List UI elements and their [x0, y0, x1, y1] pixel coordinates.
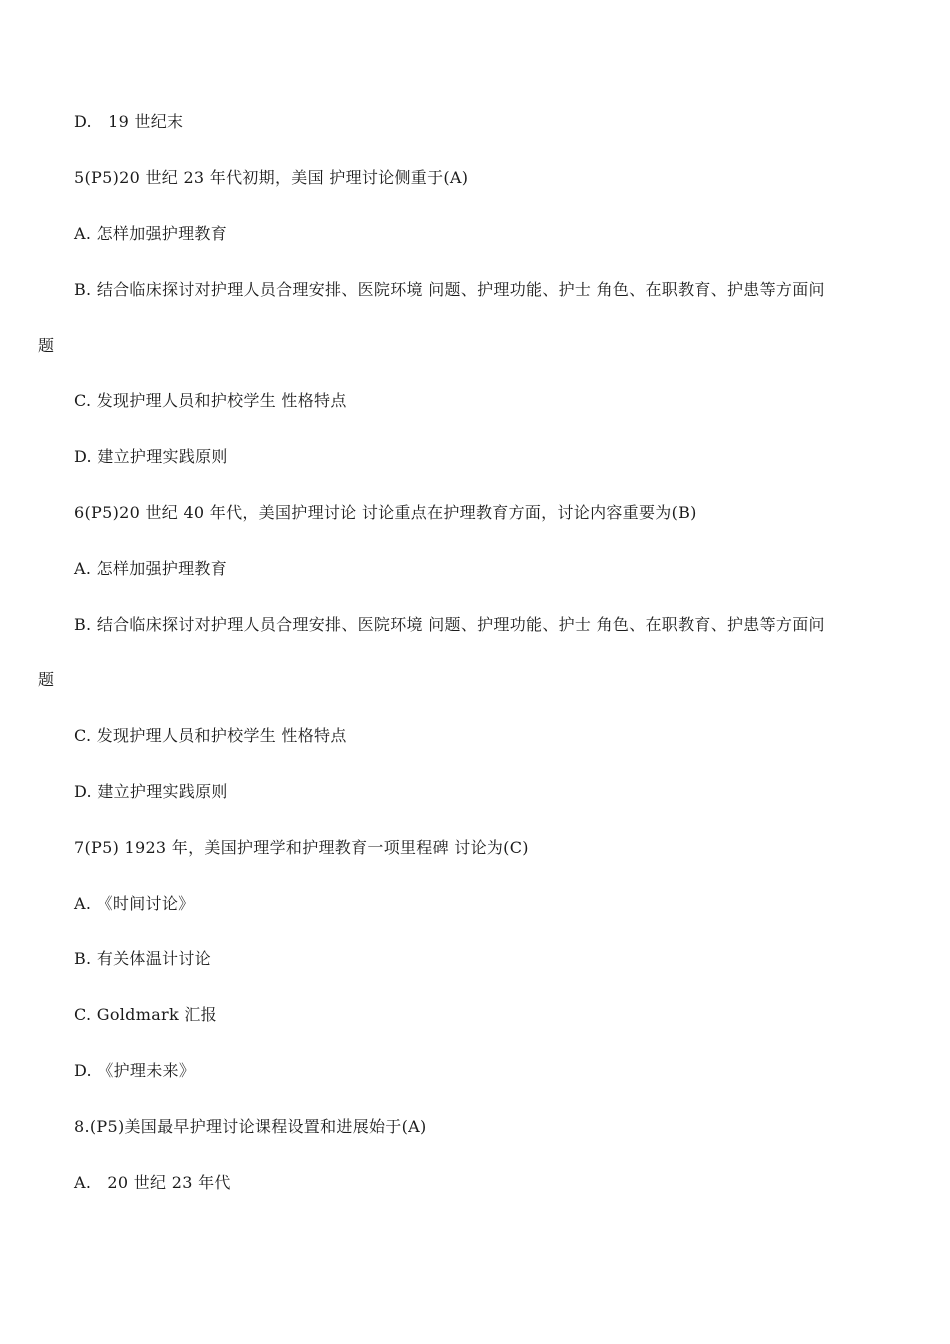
- option-c-q6: C. 发现护理人员和护校学生 性格特点: [74, 726, 347, 745]
- option-c-q5: C. 发现护理人员和护校学生 性格特点: [74, 391, 347, 410]
- option-d-q4: D. 19 世纪末: [74, 112, 184, 131]
- option-b-q5: B. 结合临床探讨对护理人员合理安排、医院环境 问题、护理功能、护士 角色、在职教育、护患等方面问: [74, 280, 825, 299]
- option-d-q5: D. 建立护理实践原则: [74, 447, 228, 466]
- question-7: 7(P5) 1923 年，美国护理学和护理教育一项里程碑 讨论为(C): [74, 838, 529, 857]
- option-b-q7: B. 有关体温计讨论: [74, 949, 211, 968]
- option-c-q7: C. Goldmark 汇报: [74, 1005, 217, 1024]
- option-b-q6: B. 结合临床探讨对护理人员合理安排、医院环境 问题、护理功能、护士 角色、在职教育、护患等方面问: [74, 615, 825, 634]
- question-6: 6(P5)20 世纪 40 年代，美国护理讨论 讨论重点在护理教育方面，讨论内容重要为(B): [74, 503, 697, 522]
- option-b-q5-continued: 题: [38, 336, 55, 355]
- option-a-q7: A. 《时间讨论》: [74, 894, 195, 913]
- option-a-q6: A. 怎样加强护理教育: [74, 559, 228, 578]
- question-8: 8.(P5)美国最早护理讨论课程设置和进展始于(A): [74, 1117, 427, 1136]
- option-a-q5: A. 怎样加强护理教育: [74, 224, 228, 243]
- question-5: 5(P5)20 世纪 23 年代初期，美国 护理讨论侧重于(A): [74, 168, 469, 187]
- option-a-q8: A. 20 世纪 23 年代: [74, 1173, 231, 1192]
- option-d-q7: D. 《护理未来》: [74, 1061, 196, 1080]
- option-d-q6: D. 建立护理实践原则: [74, 782, 228, 801]
- option-b-q6-continued: 题: [38, 670, 55, 689]
